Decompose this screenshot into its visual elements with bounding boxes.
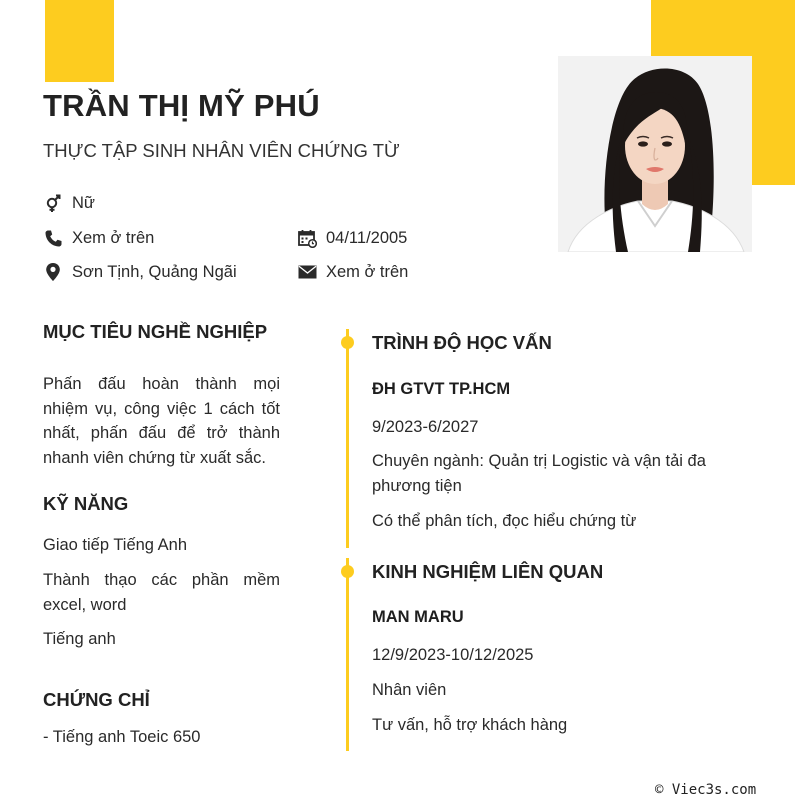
location-pin-icon xyxy=(43,262,63,282)
education-title: TRÌNH ĐỘ HỌC VẤN xyxy=(372,332,552,353)
experience-title: KINH NGHIỆM LIÊN QUAN xyxy=(372,561,604,582)
education-major: Chuyên ngành: Quản trị Logistic và vận tải đa phương tiện xyxy=(372,452,706,495)
company-name: MAN MARU xyxy=(372,608,464,626)
school-name: ĐH GTVT TP.HCM xyxy=(372,380,511,398)
birthdate-value: 04/11/2005 xyxy=(326,228,408,247)
address-value: Sơn Tịnh, Quảng Ngãi xyxy=(72,262,237,281)
phone-icon xyxy=(43,228,63,248)
gender-row xyxy=(43,193,95,213)
objective-title: MỤC TIÊU NGHỀ NGHIỆP xyxy=(43,321,268,342)
experience-period: 12/9/2023-10/12/2025 xyxy=(372,646,534,664)
education-period: 9/2023-6/2027 xyxy=(372,418,479,436)
phone-value: Xem ở trên xyxy=(72,228,155,247)
email-value: Xem ở trên xyxy=(326,262,409,281)
experience-position: Nhân viên xyxy=(372,681,447,699)
experience-description: Tư vấn, hỗ trợ khách hàng xyxy=(372,716,568,734)
email-row xyxy=(297,262,408,282)
envelope-icon xyxy=(297,262,317,282)
gender-value: Nữ xyxy=(72,193,95,212)
candidate-name: TRẦN THỊ MỸ PHÚ xyxy=(43,88,320,123)
timeline-line-experience xyxy=(346,558,349,751)
skill-item: Tiếng anh xyxy=(43,630,116,648)
certificate-item: - Tiếng anh Toeic 650 xyxy=(43,728,201,746)
job-title: THỰC TẬP SINH NHÂN VIÊN CHỨNG TỪ xyxy=(43,140,400,161)
birthdate-row xyxy=(297,228,407,248)
timeline-line-education xyxy=(346,329,349,548)
objective-text: Phấn đấu hoàn thành mọi nhiệm vụ, công việc 1 cách tốt nhất, phấn đấu để trở thành nhanh viên chứng từ xuất sắc. xyxy=(43,375,280,467)
timeline-dot xyxy=(341,336,354,349)
watermark: © Viec3s.com xyxy=(655,782,757,798)
skills-title: KỸ NĂNG xyxy=(43,493,129,514)
gender-icon xyxy=(43,193,63,213)
certificates-title: CHỨNG CHỈ xyxy=(43,689,150,710)
calendar-icon xyxy=(297,228,317,248)
education-note: Có thể phân tích, đọc hiểu chứng từ xyxy=(372,512,637,530)
phone-row xyxy=(43,228,154,248)
decor-block-left xyxy=(45,0,114,82)
skill-item: Giao tiếp Tiếng Anh xyxy=(43,536,188,554)
timeline-dot xyxy=(341,565,354,578)
address-row xyxy=(43,262,237,282)
profile-photo xyxy=(558,56,752,252)
skill-item: Thành thạo các phần mềm excel, word xyxy=(43,571,280,614)
